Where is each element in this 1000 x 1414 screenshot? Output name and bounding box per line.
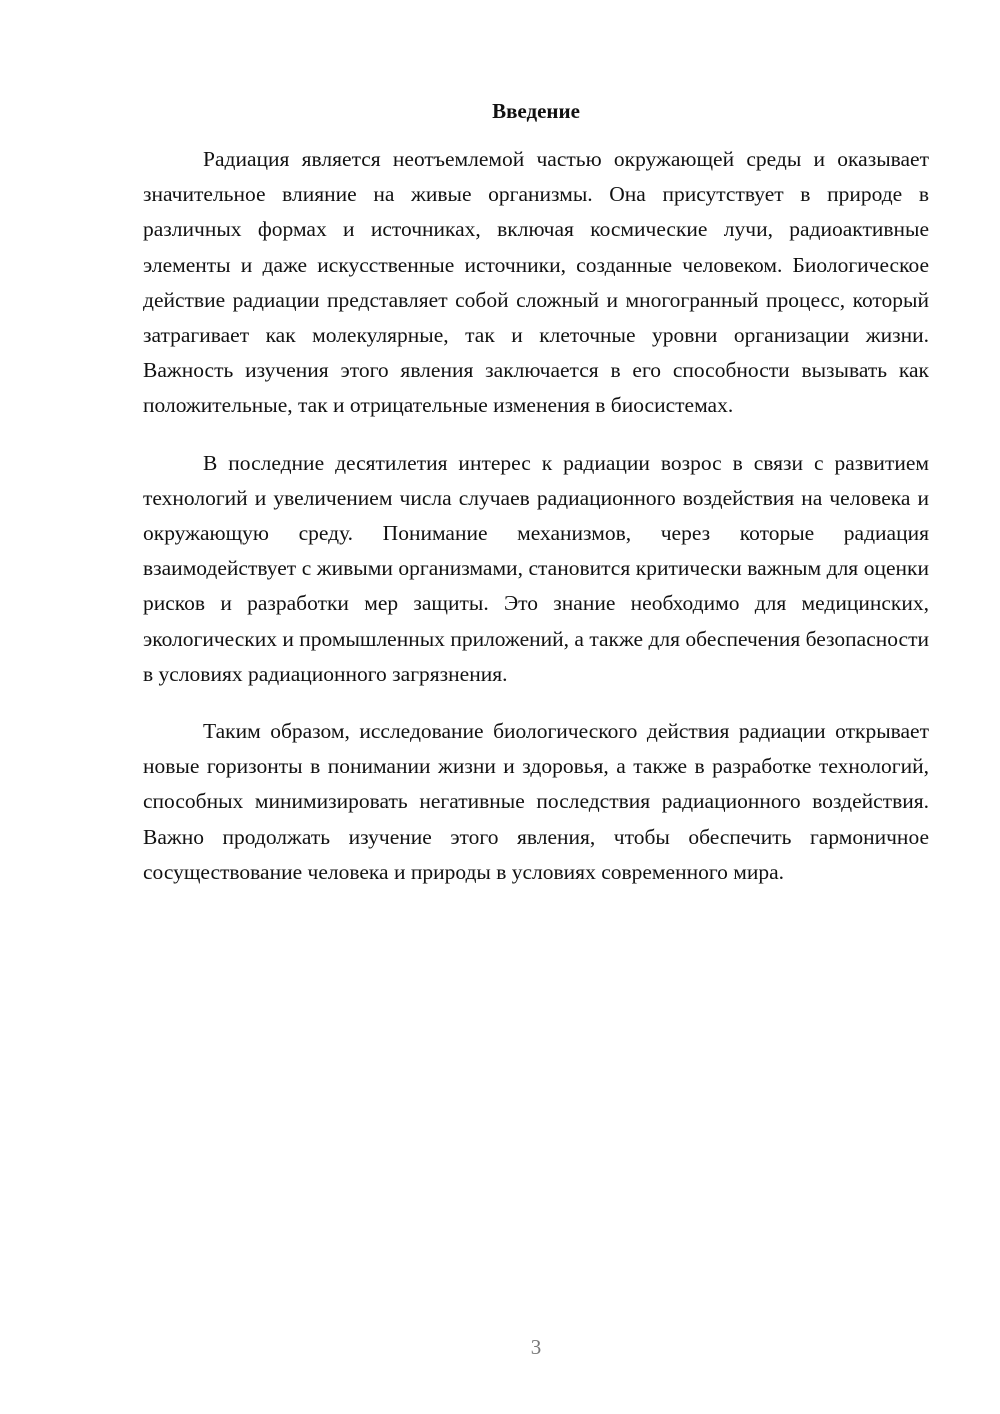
paragraph-2: В последние десятилетия интерес к радиации возрос в связи с развитием технологий и увеличением числа случаев радиационного воздействия на человека и окружающую среду. Понимание механизмов, через которые радиация взаимодействует с живыми организмами, становится критически важным для оценки рисков и разработки мер защиты. Это знание необходимо для медицинских, экологических и промышленных приложений, а также для обеспечения безопасности в условиях радиационного загрязнения. [143, 450, 929, 686]
paragraph-1: Радиация является неотъемлемой частью окружающей среды и оказывает значительное влияние на живые организмы. Она присутствует в природе в различных формах и источниках, включая космические лучи, радиоактивные элементы и даже искусственные источники, созданные человеком. Биологическое действие радиации представляет собой сложный и многогранный процесс, который затрагивает как молекулярные, так и клеточные уровни организации жизни. Важность изучения этого явления заключается в его способности вызывать как положительные, так и отрицательные изменения в биосистемах. [143, 147, 929, 418]
page-number: 3 [530, 1335, 542, 1359]
page-title: Введение [492, 99, 580, 123]
document-body [143, 142, 929, 912]
paragraph-3: Таким образом, исследование биологического действия радиации открывает новые горизонты в понимании жизни и здоровья, а также в разработке технологий, способных минимизировать негативные последствия радиационного воздействия. Важно продолжать изучение этого явления, чтобы обеспечить гармоничное сосуществование человека и природы в условиях современного мира. [143, 719, 929, 884]
